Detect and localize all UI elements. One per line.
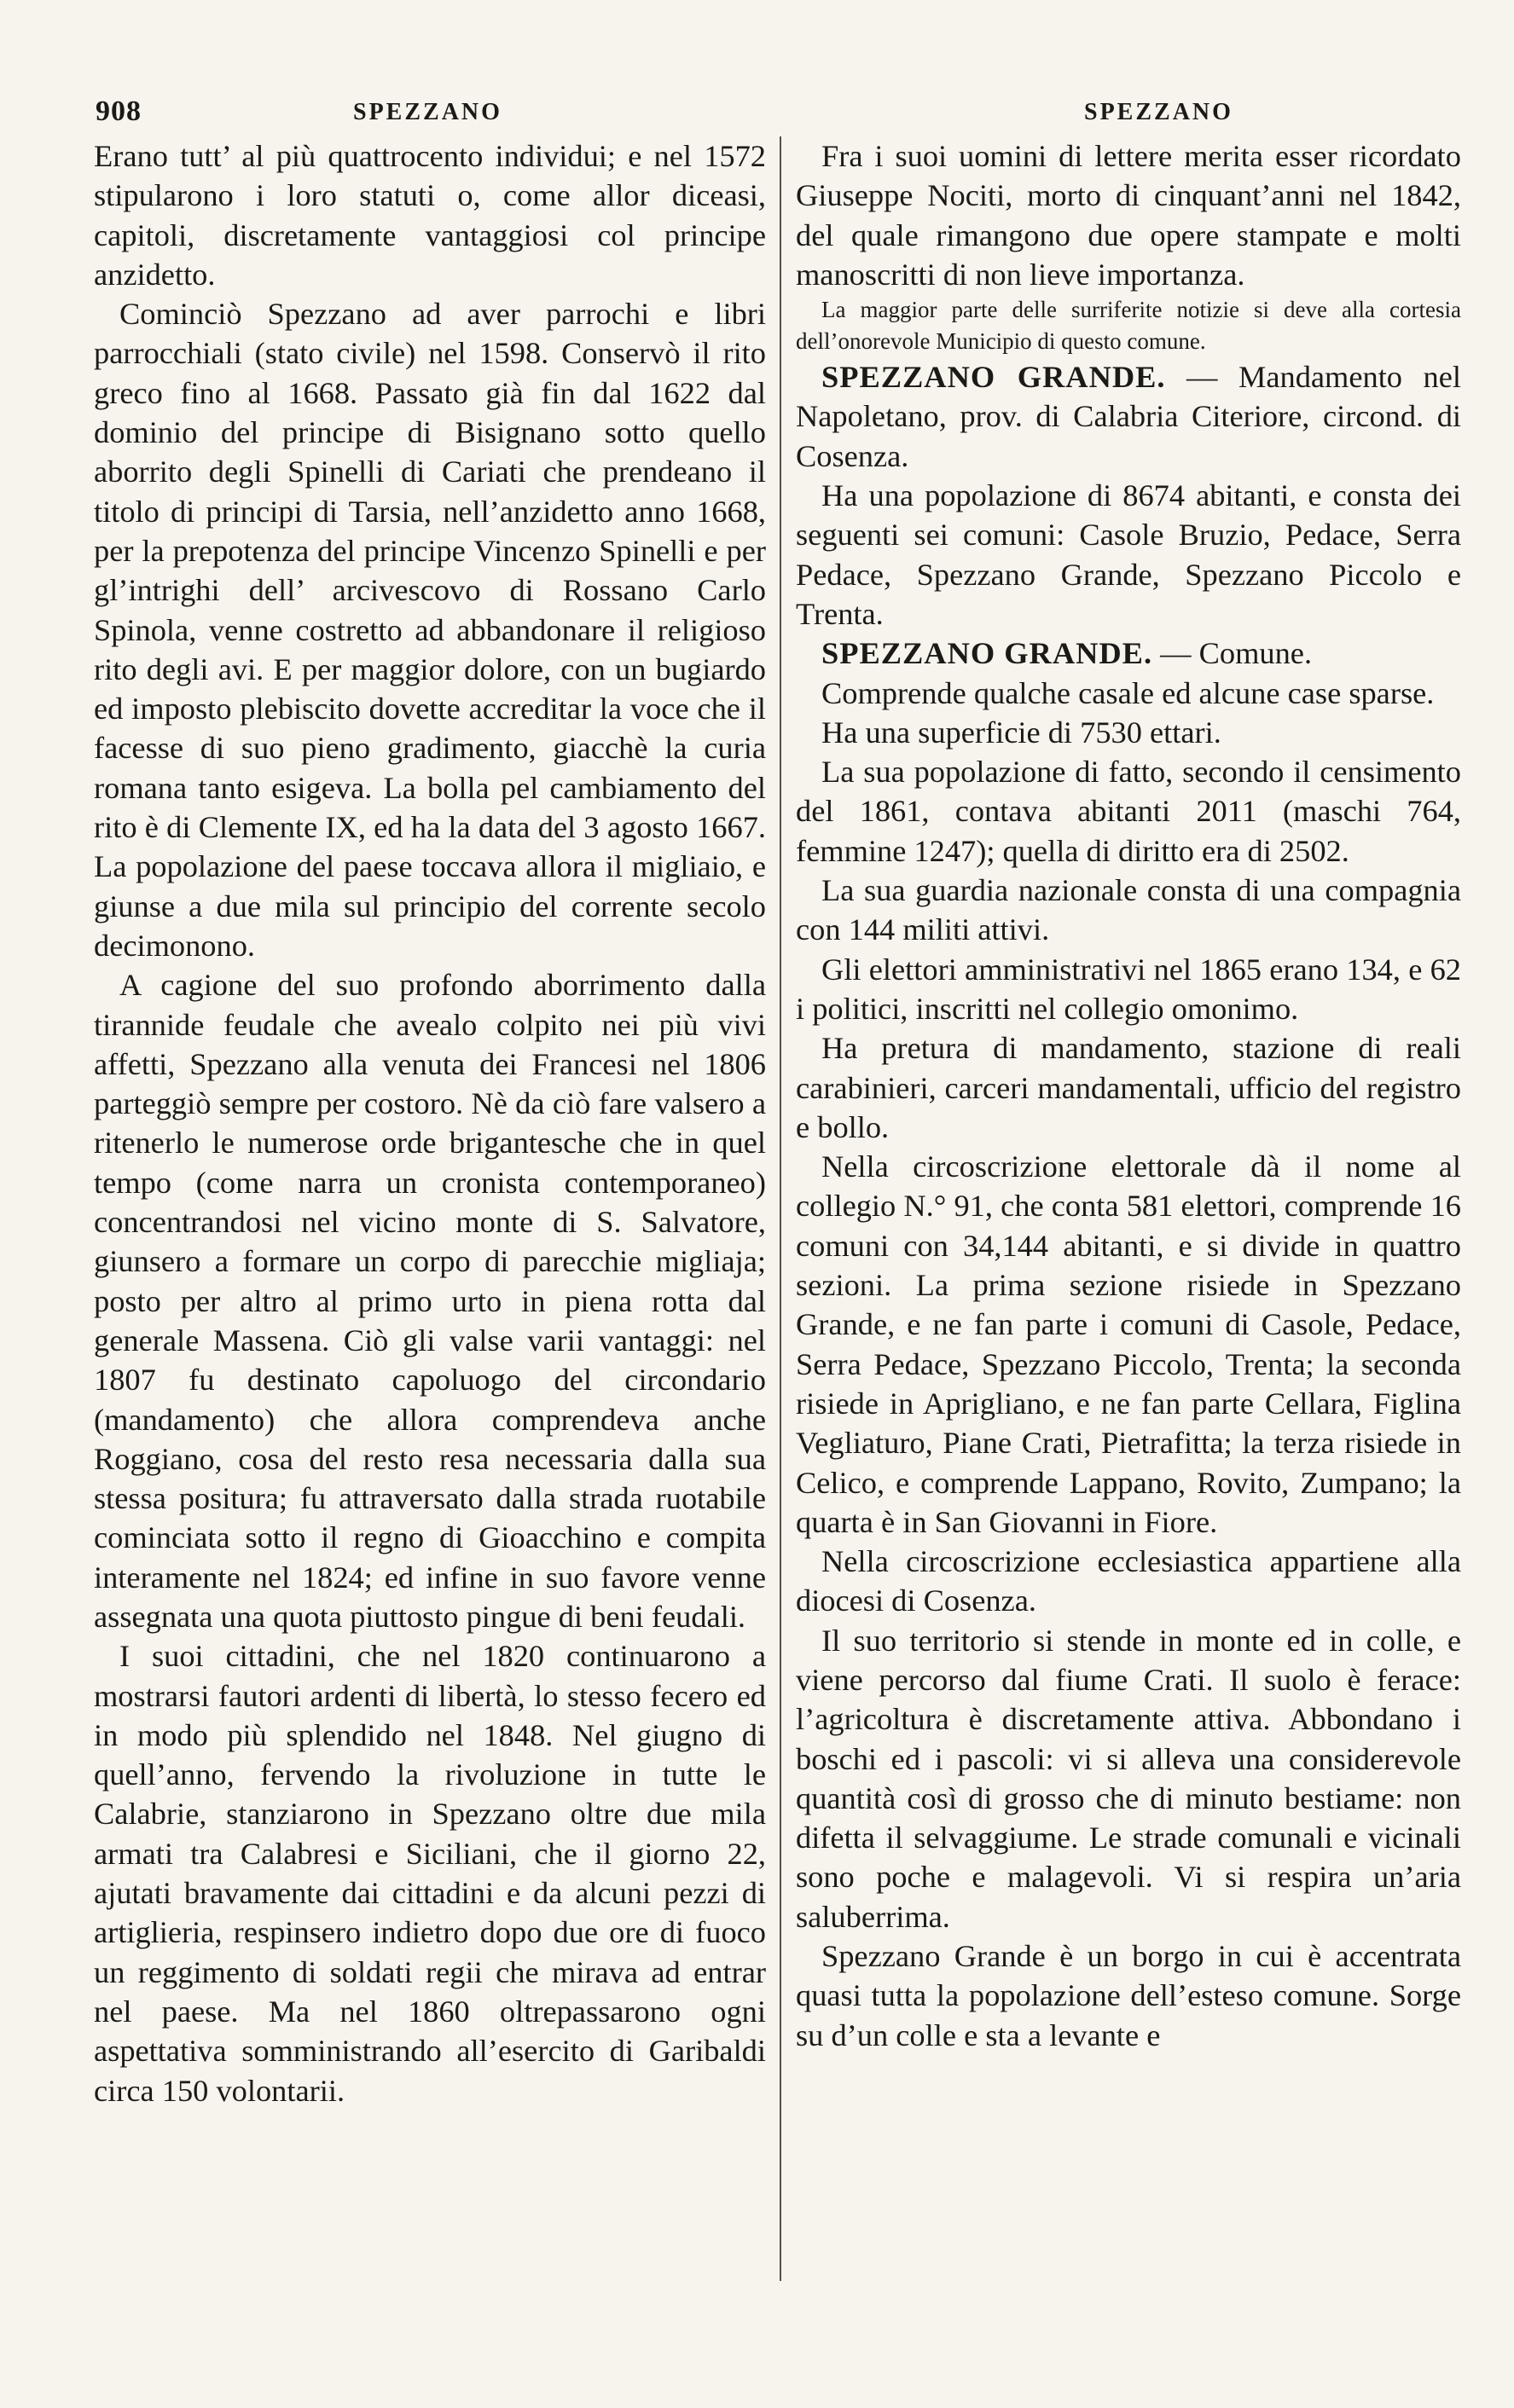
paragraph: I suoi cittadini, che nel 1820 continuarono a mostrarsi fautori ardenti di libertà, lo stesso fecero ed in modo più splendido nel 1848. Nel giugno di quell’anno, fervendo la rivoluzione in tutte le Calabrie, stanziarono in Spezzano oltre due mila armati tra Calabresi e Siciliani, che il giorno 22, ajutati bravamente dai cittadini e da alcuni pezzi di artiglieria, respinsero indietro dopo due ore di fuoco un reggimento di soldati regii che mirava ad entrar nel paese. Ma nel 1860 oltrepassarono ogni aspettativa somministrando all’esercito di Garibaldi circa 150 volontarii.: [94, 1639, 766, 2108]
paragraph: Nella circoscrizione ecclesiastica appartiene alla diocesi di Cosenza.: [796, 1544, 1461, 1618]
entry-text: — Comune.: [1152, 636, 1313, 671]
left-column: [94, 136, 766, 2110]
entry-heading: SPEZZANO GRANDE.: [821, 636, 1153, 671]
paragraph: La sua popolazione di fatto, secondo il censimento del 1861, contava abitanti 2011 (maschi 764, femmine 1247); quella di diritto era di 2502.: [796, 755, 1461, 868]
paragraph: Ha una superficie di 7530 ettari.: [821, 715, 1221, 750]
paragraph: Gli elettori amministrativi nel 1865 erano 134, e 62 i politici, inscritti nel collegio omonimo.: [796, 952, 1461, 1026]
paragraph: La sua guardia nazionale consta di una compagnia con 144 militi attivi.: [796, 873, 1461, 947]
entry-mandamento: [796, 357, 1461, 476]
source-note: La maggior parte delle surriferite notizie si deve alla cortesia dell’onorevole Municipio di questo comune.: [796, 297, 1461, 355]
paragraph: Ha una popolazione di 8674 abitanti, e consta dei seguenti sei comuni: Casole Bruzio, Pedace, Serra Pedace, Spezzano Grande, Spezzano Piccolo e Trenta.: [796, 478, 1461, 631]
paragraph: Cominciò Spezzano ad aver parrochi e libri parrocchiali (stato civile) nel 1598. Conservò il rito greco fino al 1668. Passato già fin dal 1622 dal dominio del principe di Bisignano sotto quello aborrito degli Spinelli di Cariati che prendeano il titolo di principi di Tarsia, nell’anzidetto anno 1668, per la prepotenza del principe Vincenzo Spinelli e per gl’intrighi dell’ arcivescovo di Rossano Carlo Spinola, venne costretto ad abbandonare il religioso rito degli avi. E per maggior dolore, con un bugiardo ed imposto plebiscito dovette accreditar la voce che il facesse di suo pieno gradimento, giacchè la curia romana tanto esigeva. La bolla pel cambiamento del rito è di Clemente IX, ed ha la data del 3 agosto 1667. La popolazione del paese toccava allora il migliaio, e giunse a due mila sul principio del corrente secolo decimonono.: [94, 297, 766, 963]
paragraph: Nella circoscrizione elettorale dà il nome al collegio N.° 91, che conta 581 elettori, comprende 16 comuni con 34,144 abitanti, e si divide in quattro sezioni. La prima sezione risiede in Spezzano Grande, e ne fan parte i comuni di Casole, Pedace, Serra Pedace, Spezzano Piccolo, Trenta; la seconda risiede in Aprigliano, e ne fan parte Cellara, Figlina Vegliaturo, Piane Crati, Pietrafitta; la terza risiede in Celico, e comprende Lappano, Rovito, Zumpano; la quarta è in San Giovanni in Fiore.: [796, 1149, 1461, 1539]
page-number: 908: [96, 96, 142, 127]
paragraph: Erano tutt’ al più quattrocento individui; e nel 1572 stipularono i loro statuti o, come allor diceasi, capitoli, discretamente vantaggiosi col principe anzidetto.: [94, 139, 766, 292]
paragraph: A cagione del suo profondo aborrimento dalla tirannide feudale che avealo colpito nei più vivi affetti, Spezzano alla venuta dei Francesi nel 1806 parteggiò sempre per costoro. Nè da ciò fare valsero a ritenerlo le numerose orde brigantesche che in quel tempo (come narra un cronista contemporaneo) concentrandosi nel vicino monte di S. Salvatore, giunsero a formare un corpo di parecchie migliaja; posto per altro al primo urto in piena rotta dal generale Massena. Ciò gli valse varii vantaggi: nel 1807 fu destinato capoluogo del circondario (mandamento) che allora comprendeva anche Roggiano, cosa del resto resa necessaria dalla sua stessa positura; fu attraversato dalla strada ruotabile cominciata sotto il regno di Gioacchino e compita interamente nel 1824; ed infine in suo favore venne assegnata una quota piuttosto pingue di beni feudali.: [94, 968, 766, 1634]
paragraph: Fra i suoi uomini di lettere merita esser ricordato Giuseppe Nociti, morto di cinquant’anni nel 1842, del quale rimangono due opere stampate e molti manoscritti di non lieve importanza.: [796, 139, 1461, 292]
paragraph: Il suo territorio si stende in monte ed in colle, e viene percorso dal fiume Crati. Il suolo è ferace: l’agricoltura è discretamente attiva. Abbondano i boschi ed i pascoli: vi si alleva una considerevole quantità così di grosso che di minuto bestiame: non difetta il selvaggiume. Le strade comunali e vicinali sono poche e malagevoli. Vi si respira un’aria saluberrima.: [796, 1623, 1461, 1934]
running-header-right: SPEZZANO: [1084, 99, 1233, 125]
paragraph: Ha pretura di mandamento, stazione di reali carabinieri, carceri mandamentali, ufficio del registro e bollo.: [796, 1031, 1461, 1144]
running-header-left: SPEZZANO: [353, 99, 502, 125]
entry-heading: SPEZZANO GRANDE.: [821, 360, 1166, 395]
entry-text: — Mandamento nel Napoletano, prov. di Calabria Citeriore, circond. di Cosenza.: [796, 360, 1461, 473]
entry-comune: [796, 634, 1461, 673]
paragraph: Spezzano Grande è un borgo in cui è accentrata quasi tutta la popolazione dell’esteso comune. Sorge su d’un colle e sta a levante e: [796, 1939, 1461, 2052]
right-column: [796, 136, 1461, 2055]
column-rule: [780, 136, 781, 2281]
paragraph: Comprende qualche casale ed alcune case sparse.: [821, 675, 1435, 710]
